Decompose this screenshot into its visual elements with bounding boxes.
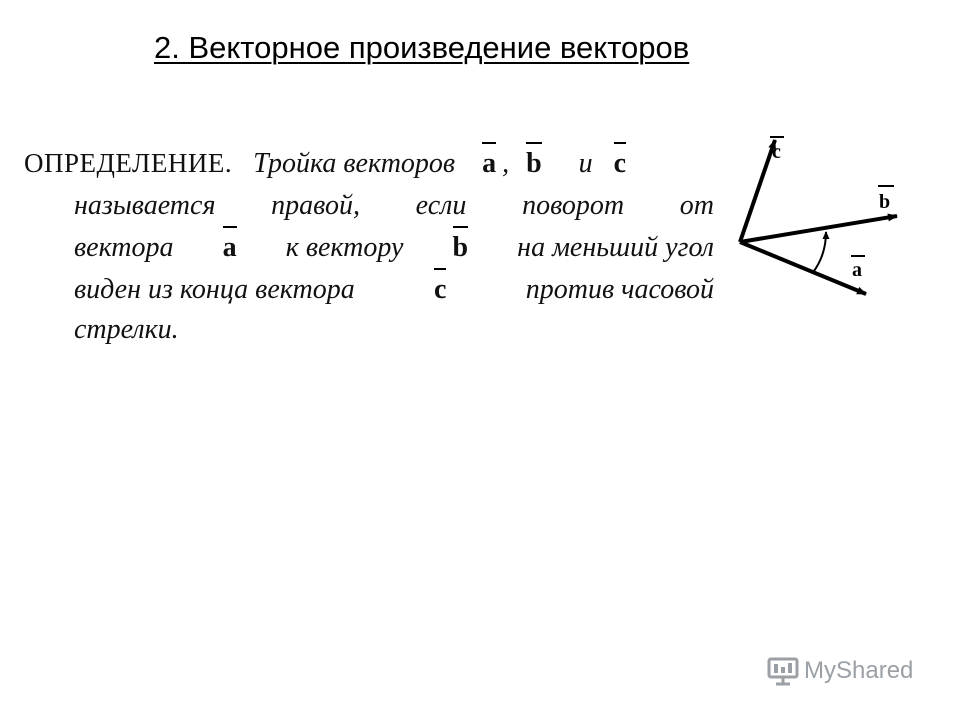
label-a-text: a [852,259,862,281]
right-triple-diagram [730,128,910,308]
vector-a-symbol: a [482,148,497,179]
line3-part-c: на меньший угол [517,232,714,263]
vector-c-symbol: c [613,148,627,179]
label-a [851,256,865,281]
label-b [878,186,894,213]
comma: , [502,148,510,179]
presentation-screen-icon [766,656,800,686]
definition-line-5: стрелки. [74,314,179,345]
vector-b-symbol: b [526,148,542,179]
conjunction-and: и [578,148,593,179]
label-c-text: c [772,141,781,163]
label-c [770,137,784,163]
watermark-brand: MyShared [804,657,914,684]
definition-term: ОПРЕДЕЛЕНИЕ. [24,148,233,178]
vector-a-arrow [740,242,866,294]
vector-c-symbol: c [434,274,447,305]
vector-b-arrow [740,216,897,242]
vector-b-symbol: b [452,232,469,263]
definition-line-2: называется правой, если поворот от [74,190,714,221]
definition-line-3 [74,232,714,264]
rotation-arc-arrow [814,232,826,271]
definition-line-1 [24,148,632,180]
line3-part-a: вектора [74,232,174,263]
definition-text: Тройка векторов [253,148,456,179]
definition-line-4 [74,274,714,306]
line3-part-b: к вектору [285,232,404,263]
line4-part-b: против часовой [525,274,714,305]
watermark [766,656,913,686]
vector-a-symbol: a [222,232,237,263]
slide-title: 2. Векторное произведение векторов [154,30,690,65]
vector-c-arrow [740,140,775,242]
line4-part-a: виден из конца вектора [74,274,355,305]
label-b-text: b [879,191,891,213]
